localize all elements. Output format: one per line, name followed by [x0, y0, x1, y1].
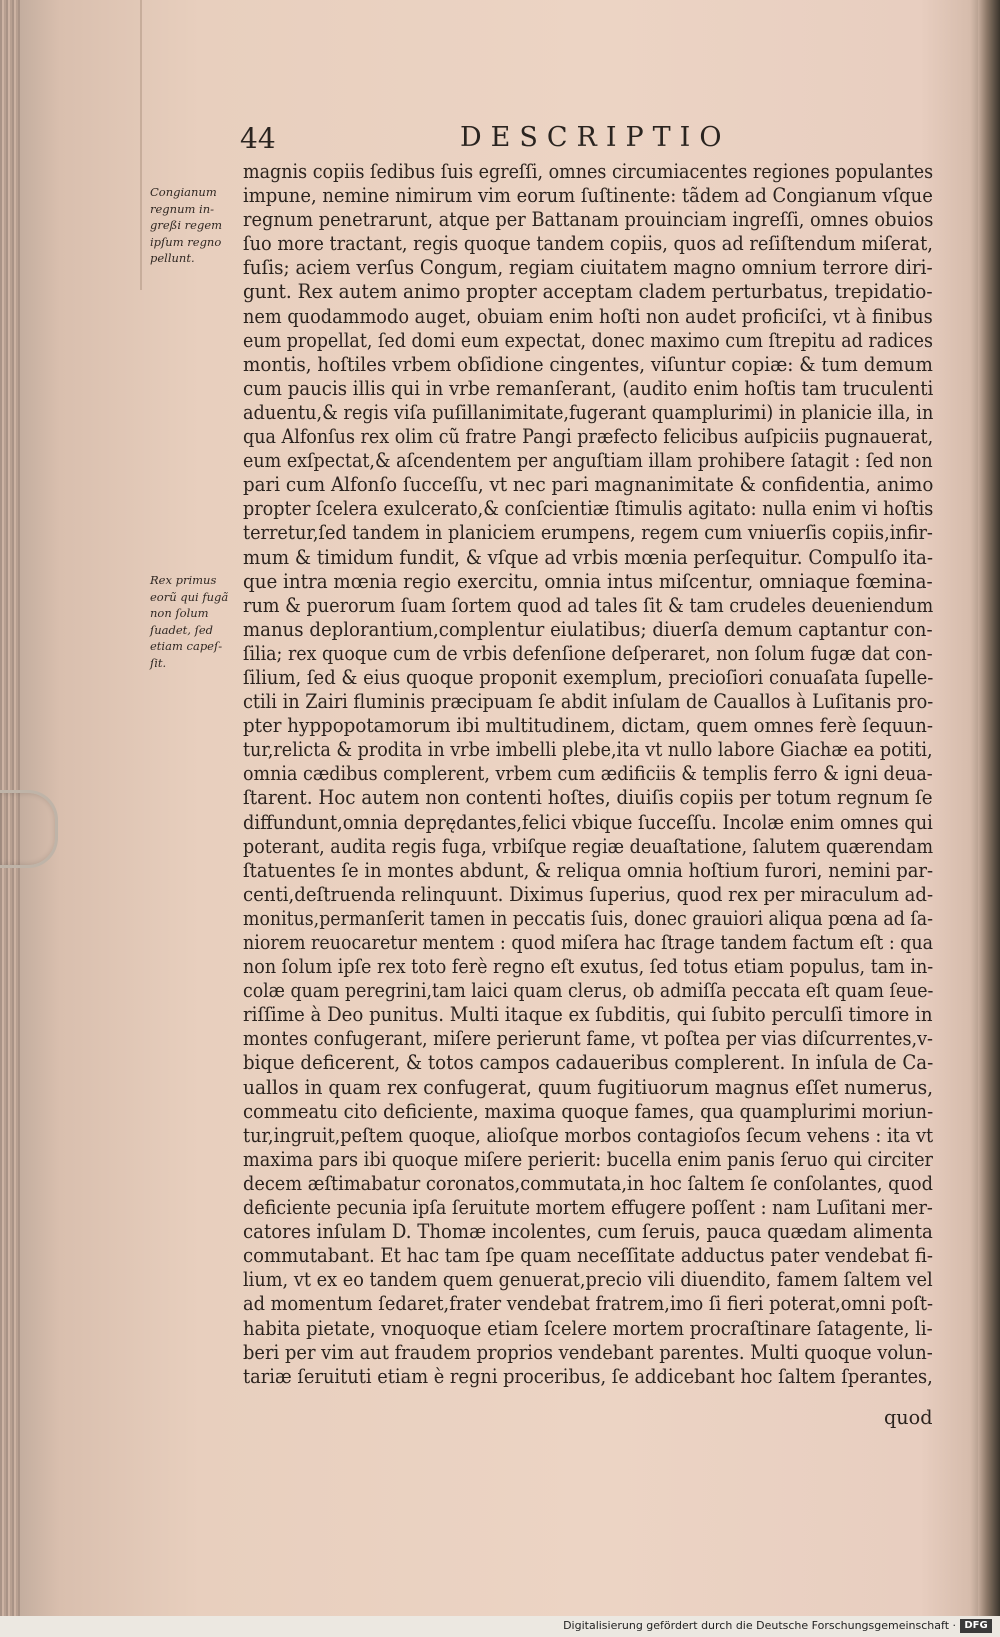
margin-note-line: Congianum — [150, 185, 217, 199]
dfg-logo-icon: DFG — [960, 1619, 992, 1633]
text-line: tur,ingruit,peſtem quoque, alioſque morbos contagioſos ſecum vehens : ita vt — [243, 1123, 934, 1147]
margin-note-line: eorũ qui fugã — [150, 589, 229, 604]
text-line: ſilia; rex quoque cum de vrbis defenſione deſperaret, non ſolum fugæ dat con- — [243, 641, 933, 665]
text-line: pter hyppopotamorum ibi multitudinem, dictam, quem omnes ferè ſequun- — [243, 714, 934, 738]
text-line: ſilium, ſed & eius quoque proponit exemplum, precioſiori conuaſata ſupelle- — [243, 665, 934, 689]
text-line: tur,relicta & prodita in vrbe imbelli plebe,ita vt nullo labore Giachæ ea potiti, — [243, 738, 933, 762]
text-line: eum propellat, ſed domi eum expectat, donec maximo cum ſtrepitu ad radices — [243, 328, 933, 352]
text-line: pari cum Alfonſo ſucceſſu, vt nec pari magnanimitate & confidentia, animo — [243, 473, 934, 497]
text-line: gunt. Rex autem animo propter acceptam cladem perturbatus, trepidatio- — [243, 280, 933, 304]
text-line: catores inſulam D. Thomæ incolentes, cum ſeruis, pauca quædam alimenta — [243, 1220, 933, 1244]
text-line: fuſis; aciem verſus Congum, regiam ciuitatem magno omnium terrore diri- — [243, 256, 933, 280]
text-line: monitus,permanſerit tamen in peccatis ſuis, donec grauiori aliqua pœna ad ſa- — [243, 906, 934, 930]
text-line: mum & timidum fundit, & vſque ad vrbis mœnia perſequitur. Compulſo ita- — [243, 545, 933, 569]
text-line: beri per vim aut fraudem proprios vendebant parentes. Multi quoque volun- — [243, 1340, 933, 1364]
text-line: qua Alfonſus rex olim cũ fratre Pangi præfecto felicibus auſpiciis pugnauerat, — [243, 425, 934, 449]
text-line: montes confugerant, miſere perierunt fame, vt poſtea per vias diſcurrentes,v- — [243, 1027, 933, 1051]
margin-note-line: non ſolum — [150, 606, 209, 620]
margin-note-line: ſuadet, ſed — [150, 622, 214, 637]
page-number: 44 — [240, 122, 276, 155]
paper-clip — [0, 790, 58, 868]
text-line: deficiente pecunia ipſa ſeruitute mortem effugere poſſent : nam Luſitani mer- — [243, 1196, 933, 1220]
margin-note-line: greßi regem — [150, 218, 223, 232]
text-line: ad momentum ſedaret,frater vendebat fratrem,imo ſi fieri poterat,omni poſt- — [243, 1292, 934, 1316]
text-line: commeatu cito deficiente, maxima quoque fames, qua quamplurimi moriun- — [243, 1099, 934, 1123]
footer-credit: Digitalisierung gefördert durch die Deutsche Forschungsgemeinschaft · — [563, 1619, 956, 1632]
margin-note-rex-primus — [150, 572, 242, 671]
text-line: poterant, audita regis fuga, vrbiſque regiæ deuaſtatione, ſalutem quærendam — [243, 834, 934, 858]
text-line: propter ſcelera exulcerato,& conſcientiæ ſtimulis agitato: nulla enim vi hoſtis — [243, 497, 934, 521]
text-line: manus deplorantium,complentur eiulatibus; diuerſa demum captantur con- — [243, 617, 933, 641]
text-line: regnum penetrarunt, atque per Battanam prouinciam ingreſſi, omnes obuios — [243, 208, 934, 232]
text-line: ſtatuentes ſe in montes abdunt, & reliqua omnia hoſtium furori, nemini par- — [243, 858, 934, 882]
text-line: maxima pars ibi quoque miſere perierit: bucella enim panis ſeruo qui circiter — [243, 1147, 933, 1171]
text-line: cum paucis illis qui in vrbe remanſerant, (audito enim hoſtis tam truculenti — [243, 376, 934, 400]
text-line: niorem reuocaretur mentem : quod miſera hac ſtrage tandem factum eſt : qua — [243, 931, 934, 954]
text-line: bique deficerent, & totos campos cadaueribus complerent. In inſula de Ca- — [243, 1051, 934, 1075]
text-line: montis, hoſtiles vrbem obſidione cingentes, viſuntur copiæ: & tum demum — [243, 352, 933, 376]
margin-note-line: regnum in- — [150, 201, 215, 216]
text-line: terretur,ſed tandem in planiciem erumpens, regem cum vniuerſis copiis,infir- — [243, 521, 933, 545]
margin-note-line: ſit. — [150, 655, 167, 670]
margin-note-congianum — [150, 184, 242, 267]
text-line: nem quodammodo auget, obuiam enim hoſti non audet proficiſci, vt à finibus — [243, 304, 933, 328]
text-line: eum exſpectat,& aſcendentem per anguſtiam illam prohibere ſatagit : ſed non — [243, 449, 933, 473]
text-line: centi,deſtruenda relinquunt. Diximus ſuperius, quod rex per miraculum ad- — [243, 882, 934, 906]
text-line: colæ quam peregrini,tam laici quam clerus, ob admiſſa peccata eſt quam ſeue- — [243, 979, 934, 1003]
text-line: riſſime à Deo punitus. Multi itaque ex ſubditis, qui ſubito perculſi timore in — [243, 1003, 933, 1027]
body-text — [243, 160, 933, 1389]
running-title: DESCRIPTIO — [460, 122, 731, 153]
text-line: habita pietate, vnoquoque etiam ſcelere mortem procraſtinare ſatagente, li- — [243, 1316, 933, 1340]
running-head — [240, 122, 930, 158]
margin-fold — [140, 0, 142, 290]
text-line: diffundunt,omnia deprędantes,felici vbique ſucceſſu. Incolæ enim omnes qui — [243, 810, 933, 834]
catchword: quod — [884, 1406, 933, 1429]
text-line: impune, nemine nimirum vim eorum ſuſtinente: tãdem ad Congianum vſque — [243, 184, 933, 208]
text-line: aduentu,& regis viſa puſillanimitate,fugerant quamplurimi) in planicie illa, in — [243, 400, 934, 424]
text-line: ſtarent. Hoc autem non contenti hoſtes, diuiſis copiis per totum regnum ſe — [243, 786, 933, 810]
text-line: lium, vt ex eo tandem quem genuerat,precio vili diuendito, famem ſaltem vel — [243, 1268, 933, 1292]
text-line: tariæ ſeruituti etiam è regni proceribus, ſe addicebant hoc ſaltem ſperantes, — [243, 1364, 933, 1388]
text-line: ctili in Zairi fluminis præcipuam ſe abdit inſulam de Cauallos à Luſitanis pro- — [243, 690, 934, 714]
margin-note-line: Rex primus — [150, 573, 217, 587]
margin-note-line: ipſum regno — [150, 234, 222, 249]
text-line: magnis copiis ſedibus ſuis egreſſi, omnes circumiacentes regiones populantes — [243, 160, 934, 183]
margin-note-line: etiam capeſ- — [150, 639, 223, 653]
text-line: commutabant. Et hac tam ſpe quam neceſſitate adductus pater vendebat fi- — [243, 1244, 933, 1268]
book-gutter-shadow — [978, 0, 1000, 1637]
text-line: omnia cædibus complerent, vrbem cum ædificiis & templis ferro & igni deua- — [243, 762, 933, 786]
text-line: ſuo more tractant, regis quoque tandem copiis, quos ad reſiſtendum miſerat, — [243, 232, 933, 256]
text-line: uallos in quam rex confugerat, quum fugitiuorum magnus eſſet numerus, — [243, 1075, 934, 1099]
digitization-footer — [0, 1616, 1000, 1637]
margin-note-line: pellunt. — [150, 251, 195, 265]
text-line: decem æſtimabatur coronatos,commutata,in hoc ſaltem ſe conſolantes, quod — [243, 1171, 933, 1195]
text-line: rum & puerorum ſuam ſortem quod ad tales ſit & tam crudeles deueniendum — [243, 593, 934, 617]
text-line: non ſolum ipſe rex toto ferè regno eſt exutus, ſed totus etiam populus, tam in- — [243, 955, 934, 979]
text-line: que intra mœnia regio exercitu, omnia intus miſcentur, omniaque fœmina- — [243, 569, 933, 593]
